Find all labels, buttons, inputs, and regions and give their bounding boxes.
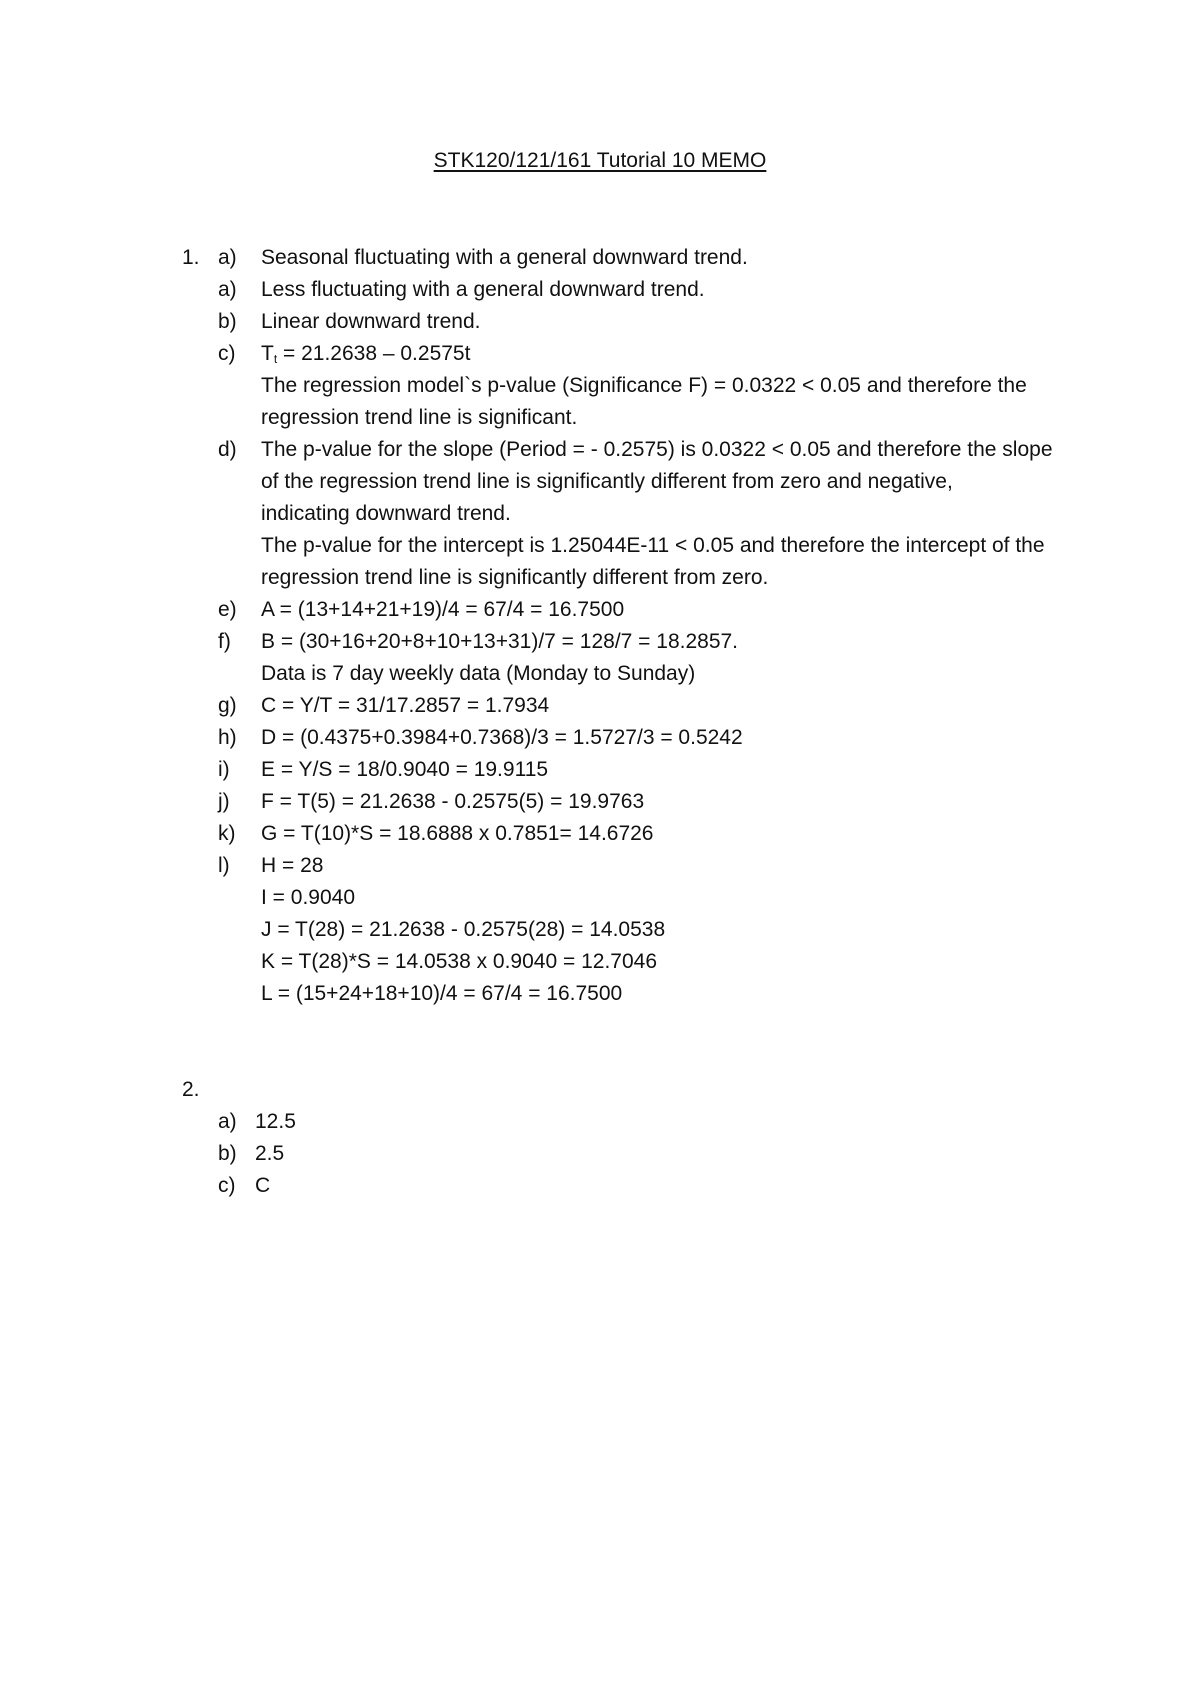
q1-item-label: j) (218, 790, 230, 813)
q1-item-label: a) (218, 278, 237, 301)
q1-item-text: D = (0.4375+0.3984+0.7368)/3 = 1.5727/3 = 0.5242 (261, 726, 743, 749)
q1-item-text (261, 340, 470, 373)
page-title: STK120/121/161 Tutorial 10 MEMO (433, 149, 767, 172)
q1-item-text: J = T(28) = 21.2638 - 0.2575(28) = 14.0538 (261, 918, 666, 941)
q1-item-label: g) (218, 694, 237, 717)
q1-item-text: The regression model`s p-value (Significance F) = 0.0322 < 0.05 and therefore the (261, 374, 1027, 397)
q1-item-text: indicating downward trend. (261, 502, 511, 525)
q1-item-label: e) (218, 598, 237, 621)
q1-item-text: K = T(28)*S = 14.0538 x 0.9040 = 12.7046 (261, 950, 657, 973)
q1-item-text: E = Y/S = 18/0.9040 = 19.9115 (261, 758, 549, 781)
q1-item-label: k) (218, 822, 236, 845)
q1-item-label: l) (218, 854, 230, 877)
q1-item-text: Less fluctuating with a general downward trend. (261, 278, 705, 301)
q1-item-text: The p-value for the slope (Period = - 0.2575) is 0.0322 < 0.05 and therefore the slope (261, 438, 1053, 461)
q1-item-text: L = (15+24+18+10)/4 = 67/4 = 16.7500 (261, 982, 623, 1005)
q1-item-text: F = T(5) = 21.2638 - 0.2575(5) = 19.9763 (261, 790, 645, 813)
q1-item-text: H = 28 (261, 854, 324, 877)
question-1-number: 1. (182, 246, 200, 269)
q1-item-text: Data is 7 day weekly data (Monday to Sunday) (261, 662, 696, 685)
q2-item-label: c) (218, 1174, 236, 1197)
q1-item-label: b) (218, 310, 237, 333)
q2-item-value: 2.5 (255, 1142, 285, 1165)
question-2-number: 2. (182, 1078, 200, 1101)
trend-equation: = 21.2638 – 0.2575t (283, 342, 471, 365)
q1-item-label: c) (218, 342, 236, 365)
q2-item-label: a) (218, 1110, 237, 1133)
q1-item-label: f) (218, 630, 231, 653)
q1-item-text: The p-value for the intercept is 1.25044E-11 < 0.05 and therefore the intercept of the (261, 534, 1045, 557)
q1-item-label: a) (218, 246, 237, 269)
q1-item-text: of the regression trend line is significantly different from zero and negative, (261, 470, 953, 493)
q2-item-value: C (255, 1174, 271, 1197)
q2-item-label: b) (218, 1142, 237, 1165)
q1-item-label: h) (218, 726, 237, 749)
q1-item-label: d) (218, 438, 237, 461)
q1-item-text: B = (30+16+20+8+10+13+31)/7 = 128/7 = 18.2857. (261, 630, 739, 653)
q1-item-text: I = 0.9040 (261, 886, 355, 909)
q1-item-text: Linear downward trend. (261, 310, 481, 333)
q1-item-text: regression trend line is significantly different from zero. (261, 566, 769, 589)
q1-item-label: i) (218, 758, 230, 781)
q1-item-text: Seasonal fluctuating with a general downward trend. (261, 246, 748, 269)
q1-item-text: C = Y/T = 31/17.2857 = 1.7934 (261, 694, 550, 717)
trend-subscript: t (273, 352, 278, 366)
q1-item-text: A = (13+14+21+19)/4 = 67/4 = 16.7500 (261, 598, 625, 621)
q1-item-text: regression trend line is significant. (261, 406, 578, 429)
q2-item-value: 12.5 (255, 1110, 296, 1133)
q1-item-text: G = T(10)*S = 18.6888 x 0.7851= 14.6726 (261, 822, 654, 845)
trend-symbol: T (261, 342, 274, 365)
